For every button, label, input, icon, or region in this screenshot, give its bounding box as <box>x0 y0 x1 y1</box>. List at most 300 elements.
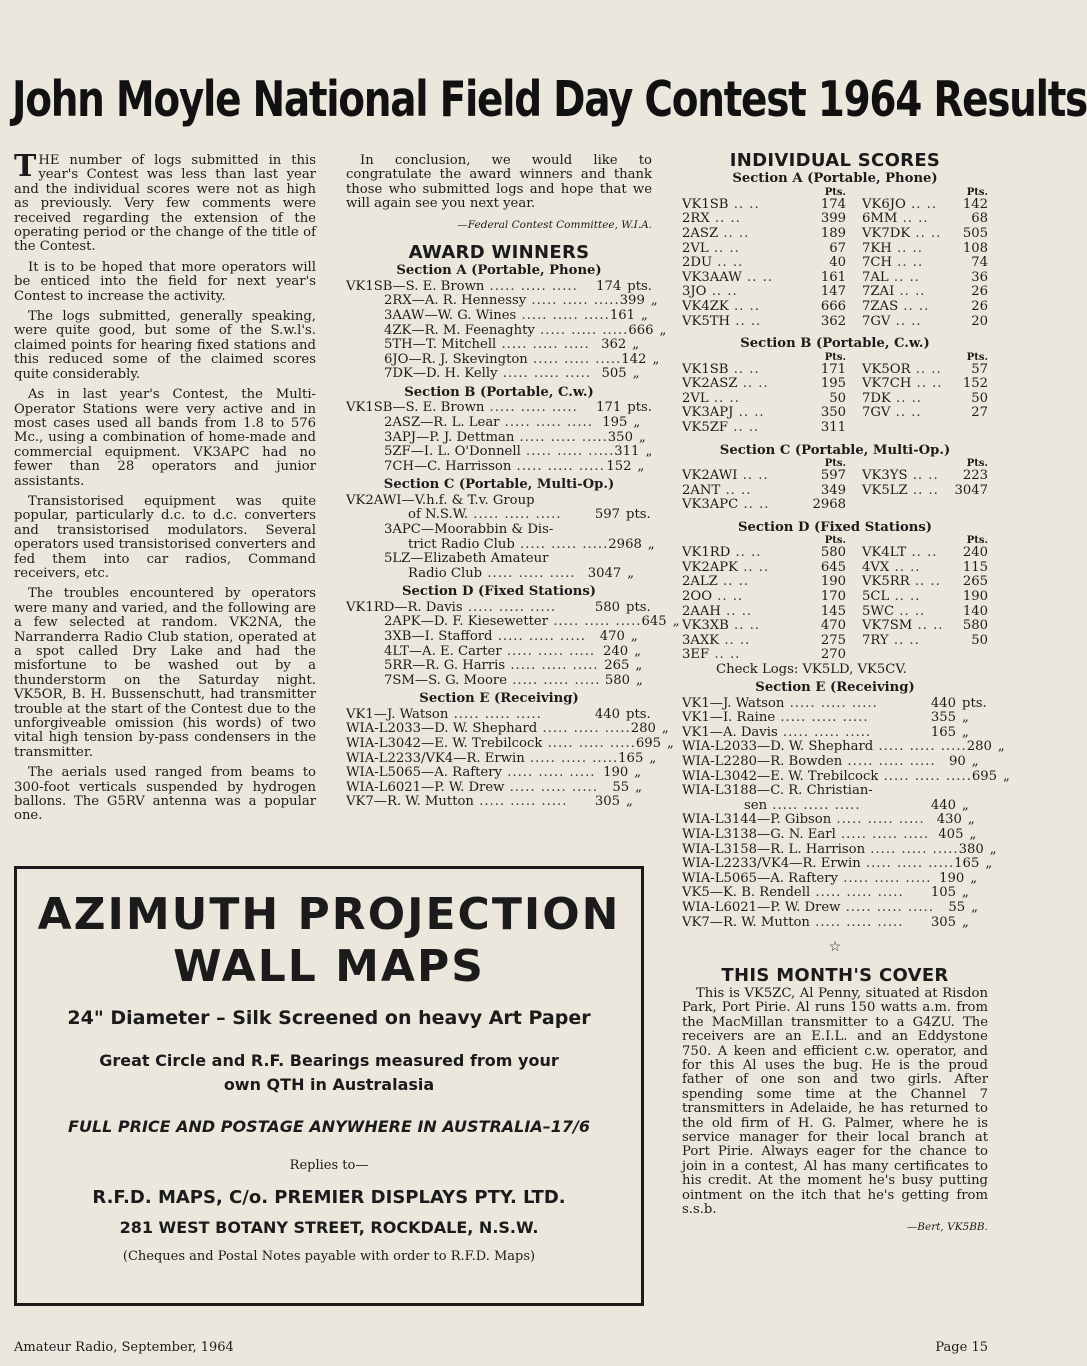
entry-row <box>682 755 988 770</box>
entry-name <box>346 494 572 509</box>
footer-publication: Amateur Radio, September, 1964 <box>14 1340 234 1355</box>
callsign-text: 6MM <box>862 211 898 227</box>
score: 74 <box>971 255 988 271</box>
entry-name-text: VK7—R. W. Mutton <box>346 794 474 810</box>
entry-name-text: 4LT—A. E. Carter <box>384 643 502 659</box>
leader-dots: .. .. <box>910 226 942 241</box>
score: 399 <box>820 211 846 227</box>
leader-dots: .. .. <box>708 240 740 256</box>
entry-row <box>346 431 652 446</box>
score: 470 <box>820 618 846 634</box>
scores-table <box>682 188 988 329</box>
entry-name-text: 2RX—A. R. Hennessy <box>384 293 527 309</box>
entry-name <box>346 445 614 460</box>
score: 189 <box>820 226 846 241</box>
entry-points: 165 <box>930 724 956 740</box>
entry-name <box>682 711 908 726</box>
entry-name <box>346 431 608 446</box>
callsign-text: 7KH <box>862 240 892 256</box>
entry-row <box>346 735 674 752</box>
entry-name <box>346 460 605 475</box>
callsign <box>682 605 802 620</box>
entry-unit: „ <box>647 536 655 552</box>
score-row <box>682 392 988 407</box>
callsign-text: 4VX <box>862 559 890 575</box>
entry-name <box>346 280 578 295</box>
entry-unit: pts. <box>962 695 987 711</box>
leader-dots: .. .. <box>737 376 769 392</box>
score: 40 <box>829 255 846 271</box>
ad-headline: WALL MAPS <box>173 941 485 992</box>
callsign-text: 3AXK <box>682 632 720 648</box>
entry-name <box>346 737 636 752</box>
callsign <box>682 648 802 663</box>
callsign-text: 2ANT <box>682 482 721 498</box>
callsign <box>852 212 954 227</box>
entry-name <box>346 367 591 382</box>
callsign-text: 7ZAS <box>862 298 899 314</box>
leader-dots: .. .. <box>720 603 753 619</box>
leader-dots: .. .. <box>733 405 765 421</box>
entry-unit: „ <box>672 614 680 630</box>
star-icon: ☆ <box>828 939 842 956</box>
entry-row <box>346 674 652 689</box>
leader-dots: ..... ..... ..... <box>777 724 872 740</box>
section-heading: Section E (Receiving) <box>419 691 579 707</box>
leader-dots: .. .. <box>708 390 740 406</box>
entry-row <box>682 828 988 843</box>
entry-name <box>346 309 610 324</box>
entry-name <box>346 659 599 674</box>
entry-row <box>346 795 652 810</box>
entry-row <box>682 711 988 726</box>
entry-name-text: WIA-L3042—E. W. Trebilcock <box>346 735 543 751</box>
entry-points: 190 <box>603 765 629 781</box>
leader-dots: ..... ..... ..... <box>527 351 622 367</box>
entry-points: 165 <box>954 856 980 872</box>
score: 666 <box>820 298 846 314</box>
leader-dots: .. .. <box>890 390 922 406</box>
entry-name <box>346 294 620 309</box>
callsign <box>852 392 954 407</box>
entry-unit: „ <box>970 870 978 886</box>
score: 362 <box>820 313 846 329</box>
score-row <box>682 212 988 227</box>
entry-name <box>346 523 572 538</box>
entry-name <box>346 615 642 630</box>
entry-points: 380 <box>958 841 984 857</box>
callsign <box>852 484 954 499</box>
callsign-text: VK7CH <box>862 376 912 392</box>
entry-row <box>346 293 658 309</box>
entry-name-text: WIA-L6021—P. W. Drew <box>682 900 841 915</box>
callsign <box>852 575 954 590</box>
callsign <box>852 285 954 300</box>
leader-dots: .. .. <box>905 196 938 212</box>
entry-row <box>346 460 652 475</box>
leader-dots: .. .. <box>907 467 939 483</box>
callsign-text: VK3APC <box>682 497 739 513</box>
callsign-text: VK3APJ <box>682 405 734 421</box>
entry-name <box>346 630 586 645</box>
entry-name-text: WIA-L3144—P. Gibson <box>682 812 832 828</box>
callsign-text: VK2ASZ <box>682 376 738 392</box>
score: 645 <box>820 559 846 575</box>
score: 147 <box>820 284 846 300</box>
score: 265 <box>962 574 988 590</box>
ad-company: R.F.D. MAPS, C/o. PREMIER DISPLAYS PTY. LTD. <box>92 1187 566 1208</box>
entry-unit: pts. <box>627 400 652 416</box>
entry-unit: „ <box>1003 768 1010 784</box>
callsign <box>682 377 802 392</box>
leader-dots: ..... ..... ..... <box>835 827 930 843</box>
callsign <box>852 469 954 484</box>
entry-unit: „ <box>650 293 658 309</box>
entry-unit <box>620 523 652 538</box>
score-row <box>682 300 988 315</box>
entry-row <box>682 841 997 858</box>
entry-points: 165 <box>618 750 644 766</box>
callsign <box>852 300 954 315</box>
entry-points: 580 <box>604 672 631 688</box>
callsign-text: 7ZAI <box>862 284 895 300</box>
callsign <box>682 256 802 271</box>
entry-name-text: VK1—J. Watson <box>346 706 449 722</box>
entry-unit: „ <box>636 672 643 688</box>
entry-unit: „ <box>971 754 979 770</box>
cover-heading: THIS MONTH'S COVER <box>721 964 949 986</box>
callsign-text: 2ASZ <box>682 226 719 241</box>
entry-name <box>682 857 954 872</box>
entry-unit: „ <box>632 337 640 353</box>
leader-dots: .. .. <box>889 559 921 575</box>
entry-name-text: trict Radio Club <box>408 536 515 552</box>
callsign <box>852 648 954 663</box>
score-row <box>682 198 988 213</box>
awards-column <box>346 153 680 810</box>
leader-dots: .. .. <box>718 226 750 241</box>
leader-dots: ..... ..... ..... <box>524 750 619 766</box>
callsign <box>682 546 802 561</box>
entry-name <box>682 828 929 843</box>
entry-name <box>682 726 908 741</box>
entry-name <box>682 872 931 887</box>
score: 108 <box>962 240 988 256</box>
callsign <box>682 469 802 484</box>
leader-dots: .. .. <box>709 211 741 227</box>
callsign-text: VK3AAW <box>682 269 742 285</box>
entry-unit: „ <box>962 724 969 740</box>
entry-name <box>346 338 590 353</box>
entry-name-text: of N.S.W. <box>408 507 469 523</box>
score: 505 <box>962 226 988 241</box>
score: 142 <box>962 196 988 212</box>
entry-name <box>346 401 578 416</box>
cover-signature: —Bert, VK5BB. <box>906 1220 988 1233</box>
entry-name-text: 7SM—S. G. Moore <box>384 672 508 688</box>
entry-name <box>346 708 572 723</box>
entry-points: 280 <box>966 739 992 755</box>
leader-dots: .. .. <box>888 269 920 285</box>
entry-row <box>682 768 1010 785</box>
section-heading: Section D (Fixed Stations) <box>737 519 933 535</box>
leader-dots: ..... ..... ..... <box>840 900 934 915</box>
leader-dots: ..... ..... ..... <box>502 765 596 781</box>
entry-name <box>346 508 572 523</box>
entry-unit: „ <box>652 351 660 367</box>
entry-unit: „ <box>632 366 640 382</box>
pts-label: Pts. <box>966 535 988 547</box>
entry-row <box>346 338 652 353</box>
leader-dots: .. .. <box>728 298 760 314</box>
entry-points: 350 <box>607 429 633 445</box>
entry-name <box>682 901 934 916</box>
entry-row <box>346 781 652 796</box>
callsign <box>852 242 954 257</box>
callsign <box>852 256 954 271</box>
entry-points <box>572 523 620 538</box>
intro-first-paragraph: THE number of logs submitted in this year's Contest was less than last year and the individual scores were not as high as previously. Very few comments were received regarding the extension of the operating period or the change of the title of the Contest. <box>14 149 316 255</box>
score-row <box>682 242 988 257</box>
leader-dots: ..... ..... ..... <box>520 444 615 460</box>
entry-name-text: 3AAW—W. G. Wines <box>384 308 517 324</box>
score-row <box>682 546 988 561</box>
callsign <box>682 300 802 315</box>
entry-unit: „ <box>633 415 641 430</box>
leader-dots: .. .. <box>730 545 762 561</box>
entry-row <box>346 536 655 553</box>
callsign <box>682 212 802 227</box>
leader-dots: ..... ..... ..... <box>842 754 936 770</box>
entry-name <box>682 755 936 770</box>
entry-name-text: VK1—J. Watson <box>682 695 785 711</box>
entry-name-text: VK2AWI—V.h.f. & T.v. Group <box>346 492 535 508</box>
ad-headline: AZIMUTH PROJECTION <box>37 889 621 940</box>
conclusion-paragraph: In conclusion, we would like to congratulate the award winners and thank those who submitted logs and hope that we will again see you next year. <box>346 153 652 212</box>
drop-cap: T <box>14 149 37 184</box>
callsign-text: VK3XB <box>682 618 729 634</box>
score: 36 <box>971 269 988 285</box>
entry-unit <box>956 784 988 799</box>
callsign-text: 2DU <box>682 255 713 271</box>
leader-dots: ..... ..... ..... <box>810 885 904 901</box>
section-heading: Section A (Portable, Phone) <box>396 263 602 279</box>
cover-paragraph: This is VK5ZC, Al Penny, situated at Risdon Park, Port Pirie. Al runs 150 watts a.m. from the MacMillan transmitter to a G4ZU. The receivers are an E.I.L. and an Eddystone 750. A keen and efficient c.w. operator, and for this Al uses the bug. He is the proud father of one son and two girls. After spending some time at the Channel 7 transmitters in Adelaide, he has returned to the old firm of H. G. Palmer, where he is service manager for their local branch at Port Pirie. Always eager for the chance to join in a contest, Al has many certificates to his credit. At the moment he's busy putting ointment on the itch that he's getting from s.s.b. <box>682 986 988 1218</box>
entry-points: 174 <box>596 278 622 294</box>
callsign <box>852 634 954 649</box>
callsign <box>682 575 802 590</box>
score: 240 <box>962 545 988 561</box>
entry-unit: pts. <box>626 507 651 523</box>
entry-points: 440 <box>930 797 956 813</box>
entry-unit: pts. <box>627 278 652 294</box>
entry-name-text: VK1RD—R. Davis <box>346 599 463 615</box>
score-row <box>682 498 988 513</box>
entry-name-text: 2APK—D. F. Kiesewetter <box>384 614 549 630</box>
score-row <box>682 227 988 242</box>
score: 190 <box>820 574 846 590</box>
callsign-text: VK5OR <box>862 361 911 377</box>
entry-row <box>682 886 988 901</box>
entry-name <box>682 886 908 901</box>
leader-dots: .. .. <box>728 196 760 212</box>
awards-heading: AWARD WINNERS <box>408 242 590 264</box>
entry-unit: „ <box>635 658 643 674</box>
leader-dots: ..... ..... ..... <box>505 658 599 674</box>
entry-name-text: VK1—I. Raine <box>682 710 776 726</box>
leader-dots: .. .. <box>728 419 760 435</box>
leader-dots: ..... ..... ..... <box>878 768 972 784</box>
entry-row <box>346 721 669 737</box>
callsign-text: VK7SM <box>862 618 913 634</box>
entry-row <box>682 784 988 799</box>
score: 161 <box>820 269 846 285</box>
leader-dots: ..... ..... ..... <box>482 565 576 581</box>
entry-unit: „ <box>634 643 641 659</box>
leader-dots: .. .. <box>741 269 773 285</box>
entry-name-text: WIA-L3138—G. N. Earl <box>682 827 836 843</box>
entry-unit: „ <box>626 794 633 810</box>
callsign-text: VK5ZF <box>682 419 729 435</box>
leader-dots: ..... ..... ..... <box>775 710 869 726</box>
ad-diameter-line: 24" Diameter – Silk Screened on heavy Art Paper <box>67 1007 591 1029</box>
entry-points: 666 <box>628 322 654 338</box>
callsign <box>852 377 954 392</box>
leader-dots: .. .. <box>712 255 744 271</box>
score: 195 <box>820 376 846 392</box>
leader-dots: ..... ..... ..... <box>514 429 608 445</box>
callsign-text: 2ALZ <box>682 574 718 590</box>
leader-dots: .. .. <box>894 603 926 619</box>
entry-name-text: WIA-L3188—C. R. Christian- <box>682 783 873 799</box>
callsign <box>682 285 802 300</box>
score: 50 <box>971 390 988 406</box>
entry-unit: „ <box>659 322 667 338</box>
entry-row <box>346 401 652 416</box>
entry-unit: „ <box>637 458 645 474</box>
score-row <box>682 469 988 484</box>
section-heading: Section E (Receiving) <box>755 680 915 696</box>
leader-dots: ..... ..... ..... <box>537 721 631 737</box>
entry-points: 440 <box>594 706 620 722</box>
leader-dots: .. .. <box>738 559 770 575</box>
callsign-text: VK6JO <box>862 196 906 212</box>
callsign <box>852 498 954 513</box>
entry-points: 305 <box>930 914 956 930</box>
entry-row <box>346 445 652 460</box>
entry-row <box>346 280 652 295</box>
entry-points <box>572 494 620 509</box>
leader-dots: ..... ..... ..... <box>496 337 590 353</box>
callsign <box>682 484 802 499</box>
entry-points: 695 <box>635 735 662 751</box>
scores-list <box>682 172 988 677</box>
callsign <box>682 315 802 330</box>
entry-name <box>346 324 628 339</box>
entry-row <box>682 901 988 916</box>
scores-table <box>682 536 988 663</box>
entry-name-text: 3APC—Moorabbin & Dis- <box>384 521 554 537</box>
entry-name <box>682 697 908 712</box>
score-row <box>682 484 988 499</box>
entry-unit: „ <box>667 735 674 751</box>
leader-dots: ..... ..... ..... <box>526 293 620 309</box>
entry-points: 355 <box>930 710 956 726</box>
entry-row <box>346 659 652 674</box>
callsign <box>682 498 802 513</box>
entry-points: 405 <box>938 827 964 843</box>
score: 20 <box>971 313 988 329</box>
entry-name-text: WIA-L3158—R. L. Harrison <box>682 841 866 857</box>
leader-dots: ..... ..... ..... <box>473 794 568 810</box>
section-heading: Section D (Fixed Stations) <box>401 584 597 600</box>
leader-dots: .. .. <box>906 545 938 561</box>
entry-name-text: 5RR—R. G. Harris <box>384 658 506 674</box>
leader-dots: ..... ..... ..... <box>504 779 598 795</box>
scores-table <box>682 459 988 513</box>
entry-name <box>346 795 572 810</box>
entry-name <box>346 416 593 431</box>
entry-points: 240 <box>602 643 629 659</box>
callsign-text: VK3YS <box>862 467 908 483</box>
leader-dots: .. .. <box>889 588 921 604</box>
callsign-text: VK5LZ <box>862 482 908 498</box>
entry-unit: „ <box>638 429 646 445</box>
score: 580 <box>962 618 988 634</box>
entry-unit: „ <box>635 779 642 795</box>
page-title: John Moyle National Field Day Contest 1964 Results <box>12 72 1087 129</box>
entry-name <box>682 813 925 828</box>
score-row <box>682 648 988 663</box>
leader-dots: ..... ..... ..... <box>831 812 925 828</box>
callsign <box>682 198 802 213</box>
leader-dots: ..... ..... ..... <box>484 400 578 416</box>
entry-unit: „ <box>962 710 969 726</box>
callsign-text: VK1SB <box>682 196 729 212</box>
callsign-text: VK5RR <box>862 574 910 590</box>
callsign <box>852 605 954 620</box>
entry-unit: „ <box>969 827 977 843</box>
callsign <box>852 198 954 213</box>
score: 140 <box>962 603 988 619</box>
score: 50 <box>829 390 846 406</box>
leader-dots: .. .. <box>712 588 744 604</box>
callsign-text: 2OO <box>682 588 713 604</box>
leader-dots: .. .. <box>719 632 751 648</box>
entry-points <box>908 784 956 799</box>
callsign <box>852 315 954 330</box>
section-heading: Section B (Portable, C.w.) <box>740 336 930 352</box>
score: 57 <box>971 361 988 377</box>
callsign-text: 2VL <box>682 390 709 406</box>
callsign-text: VK1RD <box>682 545 731 561</box>
entry-row <box>346 351 660 368</box>
score-row <box>682 421 988 436</box>
score: 174 <box>820 196 846 212</box>
score-row <box>682 285 988 300</box>
leader-dots: ..... ..... ..... <box>511 458 605 474</box>
callsign-text: 3EF <box>682 647 710 663</box>
score-row <box>682 256 988 271</box>
entry-row <box>346 614 680 630</box>
footer-page-number: Page 15 <box>935 1340 988 1355</box>
callsign-text: 7CH <box>862 255 892 271</box>
individual-scores-heading: INDIVIDUAL SCORES <box>729 150 941 171</box>
score <box>954 648 988 663</box>
leader-dots: ..... ..... ..... <box>514 536 609 552</box>
entry-name-text: 6JO—R. J. Skevington <box>384 351 528 367</box>
leader-dots: .. .. <box>709 647 741 663</box>
